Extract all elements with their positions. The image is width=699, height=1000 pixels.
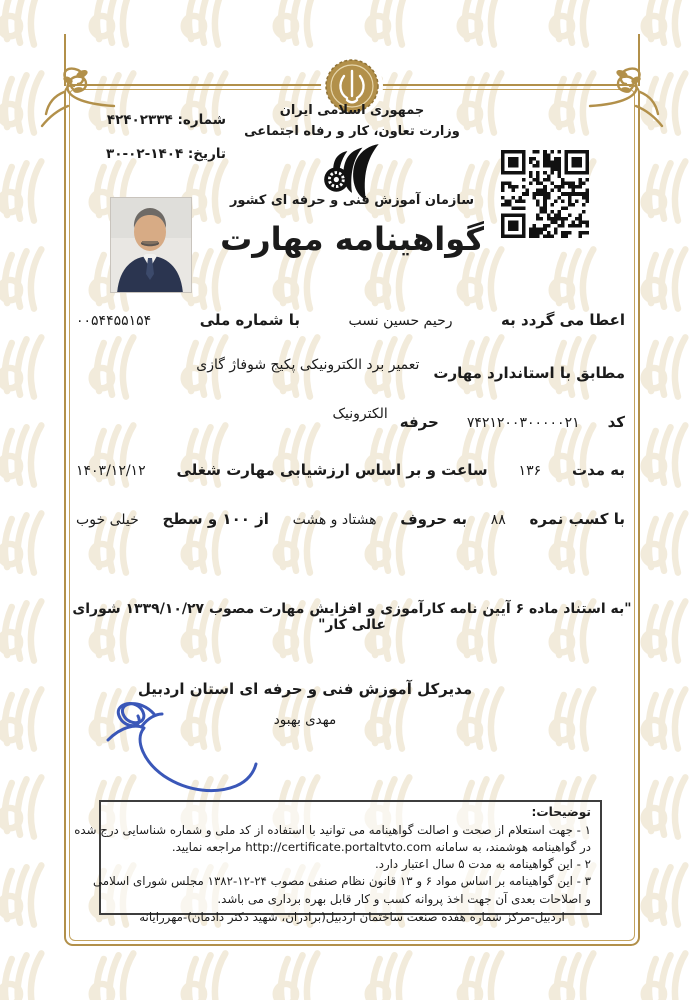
score-words: هشتاد و هشت bbox=[292, 512, 377, 528]
watermark-logo-icon bbox=[534, 946, 612, 1000]
row-score bbox=[76, 510, 625, 528]
row-standard bbox=[76, 357, 625, 382]
national-id-label: با شماره ملی bbox=[199, 311, 300, 329]
standard-label: مطابق با استاندارد مهارت bbox=[433, 364, 625, 382]
code-value: ۷۴۲۱۲۰۰۳۰۰۰۰۰۲۱ bbox=[466, 415, 580, 431]
watermark-logo-icon bbox=[0, 682, 60, 756]
profession-value: الکترونیک bbox=[332, 406, 388, 422]
watermark-logo-icon bbox=[0, 946, 60, 1000]
notes-line: در گواهینامه هوشمند، به سامانه http://certificate.portaltvto.com مراجعه نمایید. bbox=[171, 840, 591, 855]
score-label: با کسب نمره bbox=[529, 510, 625, 528]
watermark-logo-icon bbox=[0, 242, 60, 316]
watermark-logo-icon bbox=[626, 0, 699, 52]
row-duration bbox=[76, 461, 625, 479]
duration-suffix: ساعت و بر اساس ارزشیابی مهارت شغلی bbox=[176, 461, 488, 479]
header-ministry: وزارت تعاون، کار و رفاه اجتماعی bbox=[244, 124, 460, 139]
notes-line: ۲ - این گواهینامه به مدت ۵ سال اعتبار دارد. bbox=[374, 857, 591, 872]
watermark-logo-icon bbox=[166, 0, 244, 52]
header-organization: سازمان آموزش فنی و حرفه ای کشور bbox=[229, 193, 475, 208]
watermark-logo-icon bbox=[74, 946, 152, 1000]
watermark-logo-icon bbox=[626, 946, 699, 1000]
duration-label: به مدت bbox=[572, 461, 625, 479]
duration-value: ۱۳۶ bbox=[518, 463, 542, 479]
signatory-name: مهدی بهبود bbox=[273, 712, 337, 728]
issue-date-line bbox=[70, 146, 226, 162]
national-id-value: ۰۰۵۴۴۵۵۱۵۴ bbox=[76, 313, 152, 329]
exam-date-value: ۱۴۰۳/۱۲/۱۲ bbox=[76, 463, 146, 479]
handwritten-signature bbox=[96, 696, 274, 808]
serial-number-line bbox=[70, 112, 226, 128]
watermark-logo-icon bbox=[0, 770, 60, 844]
watermark-logo-icon bbox=[0, 0, 60, 52]
watermark-logo-icon bbox=[0, 330, 60, 404]
watermark-logo-icon bbox=[74, 0, 152, 52]
serial-value: ۴۲۴۰۲۳۳۴ bbox=[106, 112, 173, 128]
serial-label: شماره: bbox=[177, 112, 226, 128]
score-value: ۸۸ bbox=[490, 512, 506, 528]
watermark-logo-icon bbox=[442, 0, 520, 52]
watermark-logo-icon bbox=[258, 946, 336, 1000]
notes-line: ۱ - جهت استعلام از صحت و اصالت گواهینامه می توانید با استفاده از کد ملی و شماره شناسایی درج شده bbox=[74, 822, 591, 837]
header-country: جمهوری اسلامی ایران bbox=[279, 103, 425, 118]
letters-label: به حروف bbox=[400, 510, 468, 528]
watermark-logo-icon bbox=[442, 946, 520, 1000]
signatory-title: مدیرکل آموزش فنی و حرفه ای استان اردبیل bbox=[137, 680, 473, 698]
legal-note: "به استناد ماده ۶ آیین نامه کارآموزی و افزایش مهارت مصوب ۱۳۳۹/۱۰/۲۷ شورای عالی کار" bbox=[72, 601, 632, 633]
profession-label: حرفه bbox=[399, 413, 439, 431]
issuing-center-line: اردبیل-مرکز شماره هفده صنعت ساختمان اردبیل(برادران، شهید دکتر دادمان)-مهررایانه bbox=[139, 910, 565, 924]
watermark-logo-icon bbox=[0, 594, 60, 668]
watermark-logo-icon bbox=[350, 946, 428, 1000]
code-label: کد bbox=[607, 413, 625, 431]
row-recipient bbox=[76, 311, 625, 329]
watermark-logo-icon bbox=[0, 858, 60, 932]
notes-box bbox=[74, 800, 602, 915]
granted-label: اعطا می گردد به bbox=[501, 311, 625, 329]
certificate-title: گواهینامه مهارت bbox=[220, 220, 484, 258]
watermark-logo-icon bbox=[0, 154, 60, 228]
watermark-logo-icon bbox=[166, 946, 244, 1000]
standard-value: تعمیر برد الکترونیکی پکیج شوفاژ گازی bbox=[196, 357, 420, 373]
recipient-name: رحیم حسین نسب bbox=[348, 313, 453, 329]
outof-label: از ۱۰۰ و سطح bbox=[162, 510, 269, 528]
notes-line: و اصلاحات بعدی آن جهت اخذ پروانه کسب و کار قابل بهره برداری می باشد. bbox=[217, 891, 591, 906]
row-code-profession bbox=[76, 406, 625, 431]
watermark-logo-icon bbox=[0, 418, 60, 492]
watermark-logo-icon bbox=[258, 0, 336, 52]
corner-flourish-right-icon bbox=[584, 62, 670, 128]
date-value: ۱۴۰۴-۰۲-۳۰ bbox=[106, 146, 184, 162]
watermark-logo-icon bbox=[350, 0, 428, 52]
date-label: تاریخ: bbox=[187, 146, 226, 162]
notes-heading: توضیحات: bbox=[531, 805, 591, 819]
watermark-logo-icon bbox=[0, 506, 60, 580]
level-value: خیلی خوب bbox=[76, 512, 139, 528]
watermark-logo-icon bbox=[534, 0, 612, 52]
notes-line: ۳ - این گواهینامه بر اساس مواد ۶ و ۱۳ قانون نظام صنفی مصوب ۲۴-۱۲-۱۳۸۲ مجلس شورای اسلامی bbox=[92, 874, 591, 889]
